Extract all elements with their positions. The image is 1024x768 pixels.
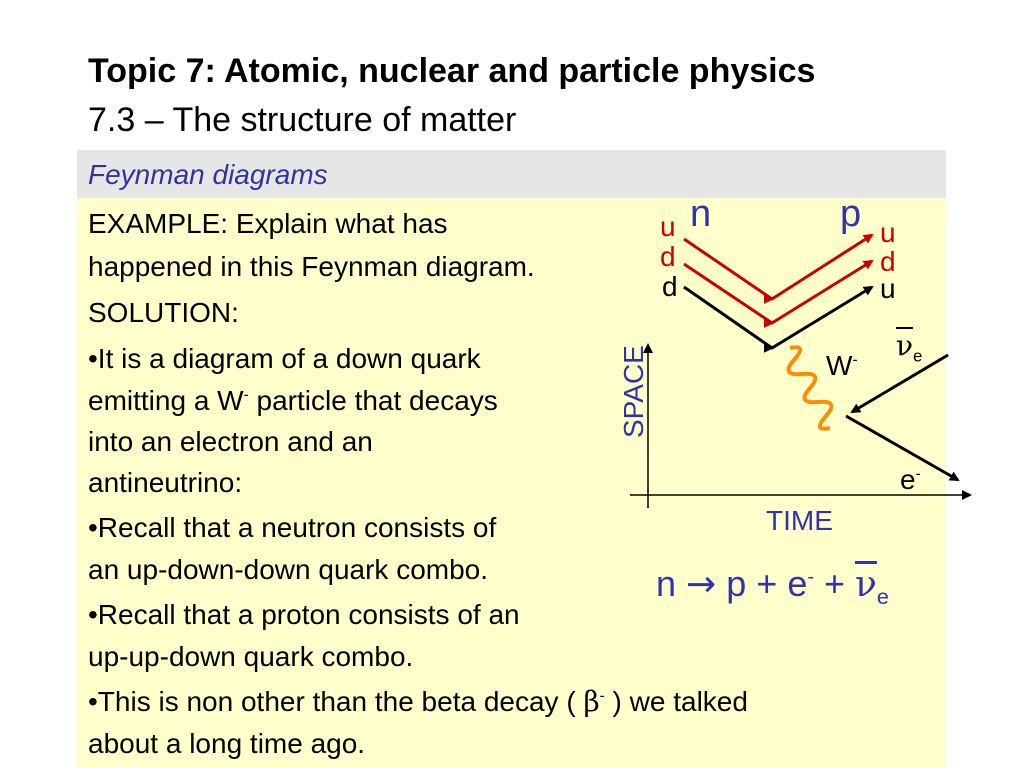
example-line-2: happened in this Feynman diagram. <box>88 251 535 282</box>
eq-n: n <box>656 563 677 604</box>
right-quark-d: d <box>880 246 896 277</box>
bullet-1-line-2-pre: emitting a W <box>88 385 244 416</box>
eq-p: p <box>726 563 747 604</box>
bullet-2-line-2: an up-down-down quark combo. <box>88 554 489 585</box>
electron-sup: - <box>915 465 921 483</box>
eq-plus-1: + <box>756 563 778 604</box>
electron-text: e <box>900 464 916 495</box>
eq-nu: $\overline{\nu}$ <box>855 564 877 605</box>
slide-subtitle: 7.3 – The structure of matter <box>88 101 517 139</box>
antineutrino-line <box>852 355 948 412</box>
w-label-text: W <box>826 350 853 381</box>
bullet-3-line-2: up-up-down quark combo. <box>88 641 414 672</box>
down-quark-line <box>684 261 872 323</box>
up-quark-line <box>684 235 872 299</box>
beta-superscript: - <box>599 687 605 705</box>
right-quark-u1: u <box>880 217 896 248</box>
nu-symbol: $\overline{\nu}$ <box>896 329 914 362</box>
bullet-2-line-1: •Recall that a neutron consists of <box>88 512 497 543</box>
nu-subscript: e <box>913 346 923 366</box>
space-axis-label: SPACE <box>618 345 649 438</box>
left-quark-d2: d <box>662 271 678 302</box>
eq-arrow: → <box>686 564 717 605</box>
w-label-sup: - <box>852 351 858 369</box>
solution-label: SOLUTION: <box>88 297 239 328</box>
bullet-3-line-1: •Recall that a proton consists of an <box>88 599 520 630</box>
bullet-4-line-2: about a long time ago. <box>88 728 366 759</box>
bullet-1-line-3: into an electron and an <box>88 426 373 457</box>
eq-plus-2: + <box>823 563 845 604</box>
bullet-4-post: ) we talked <box>604 686 748 717</box>
beta-symbol: β <box>583 685 600 718</box>
proton-label: p <box>840 193 862 235</box>
example-line-1: EXAMPLE: Explain what has <box>88 208 448 239</box>
bullet-1-line-4: antineutrino: <box>88 467 243 498</box>
electron-label <box>900 466 921 494</box>
neutron-label: n <box>690 193 712 235</box>
eq-nu-sub: e <box>876 584 889 610</box>
w-boson-line <box>789 347 832 429</box>
section-title: Feynman diagrams <box>88 159 328 190</box>
right-quark-u2: u <box>880 273 896 304</box>
w-boson-label <box>826 352 858 380</box>
eq-e: e <box>787 563 808 604</box>
slide-title: Topic 7: Atomic, nuclear and particle physics <box>88 52 816 90</box>
bullet-1-line-1: •It is a diagram of a down quark <box>88 343 481 374</box>
beta-decay-equation <box>656 563 889 610</box>
eq-e-sup: - <box>807 566 814 588</box>
left-quark-d1: d <box>660 241 676 272</box>
time-axis-label: TIME <box>766 505 833 536</box>
antineutrino-label <box>896 329 923 366</box>
bullet-4-pre: •This is non other than the beta decay ( <box>88 686 584 717</box>
bullet-1-line-2-post: particle that decays <box>248 385 498 416</box>
left-quark-u: u <box>660 211 676 242</box>
w-superscript: - <box>243 386 249 404</box>
